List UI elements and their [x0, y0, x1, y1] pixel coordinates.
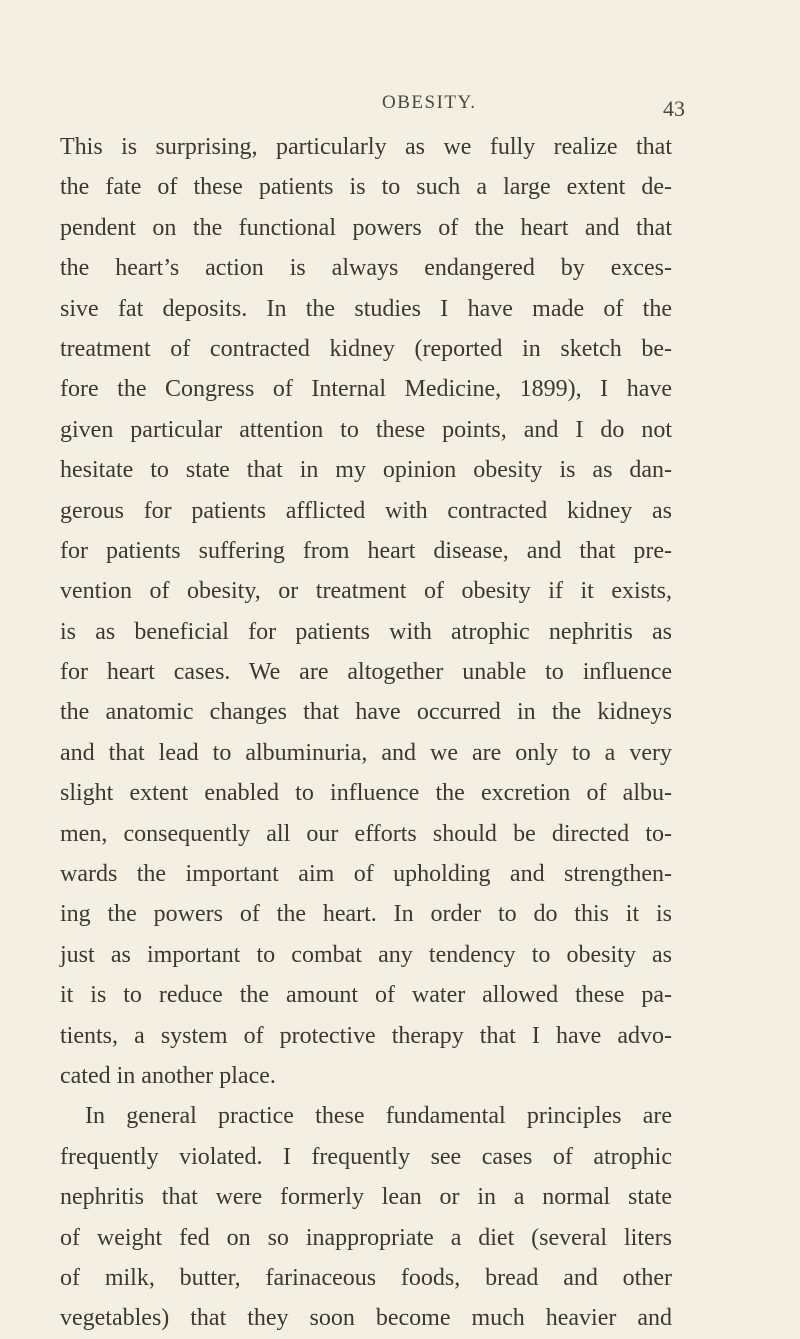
- text-line: treatment of contracted kidney (reported in sketch be-: [60, 335, 672, 362]
- body-text: [60, 127, 672, 1339]
- text-line: for patients suffering from heart disease, and that pre-: [60, 537, 672, 564]
- text-line: men, consequently all our efforts should be directed to-: [60, 820, 672, 847]
- text-line: vegetables) that they soon become much heavier and: [60, 1305, 672, 1332]
- text-line: it is to reduce the amount of water allowed these pa-: [60, 982, 672, 1009]
- text-line: the heart’s action is always endangered by exces-: [60, 255, 672, 282]
- text-line: given particular attention to these points, and I do not: [60, 416, 672, 443]
- page-number: 43: [663, 96, 685, 121]
- text-line: pendent on the functional powers of the heart and that: [60, 214, 672, 241]
- text-line: ing the powers of the heart. In order to do this it is: [60, 901, 672, 928]
- text-line: sive fat deposits. In the studies I have made of the: [60, 295, 672, 322]
- text-line: for heart cases. We are altogether unable to influence: [60, 659, 672, 686]
- text-line: vention of obesity, or treatment of obesity if it exists,: [60, 578, 672, 605]
- text-line: cated in another place.: [60, 1062, 276, 1089]
- text-line: hesitate to state that in my opinion obesity is as dan-: [60, 457, 672, 484]
- running-title: OBESITY.: [382, 92, 477, 113]
- text-line: just as important to combat any tendency to obesity as: [60, 941, 672, 968]
- text-line: In general practice these fundamental principles are: [85, 1103, 672, 1130]
- text-line: tients, a system of protective therapy that I have advo-: [60, 1022, 672, 1049]
- text-line: is as beneficial for patients with atrophic nephritis as: [60, 618, 672, 645]
- text-line: This is surprising, particularly as we fully realize that: [60, 134, 672, 160]
- paragraph-2: [60, 1096, 672, 1338]
- text-line: and that lead to albuminuria, and we are only to a very: [60, 739, 672, 766]
- text-line: of milk, butter, farinaceous foods, bread and other: [60, 1264, 672, 1291]
- text-line: gerous for patients afflicted with contracted kidney as: [60, 497, 672, 524]
- text-line: the anatomic changes that have occurred in the kidneys: [60, 699, 672, 726]
- text-line: wards the important aim of upholding and strengthen-: [60, 861, 672, 888]
- paragraph-1: [60, 127, 672, 1096]
- text-line: slight extent enabled to influence the excretion of albu-: [60, 780, 672, 807]
- text-line: nephritis that were formerly lean or in a normal state: [60, 1184, 672, 1211]
- text-line: of weight fed on so inappropriate a diet (several liters: [60, 1224, 672, 1251]
- text-line: the fate of these patients is to such a large extent de-: [60, 174, 672, 201]
- text-line: fore the Congress of Internal Medicine, 1899), I have: [60, 376, 672, 403]
- text-line: frequently violated. I frequently see cases of atrophic: [60, 1143, 672, 1170]
